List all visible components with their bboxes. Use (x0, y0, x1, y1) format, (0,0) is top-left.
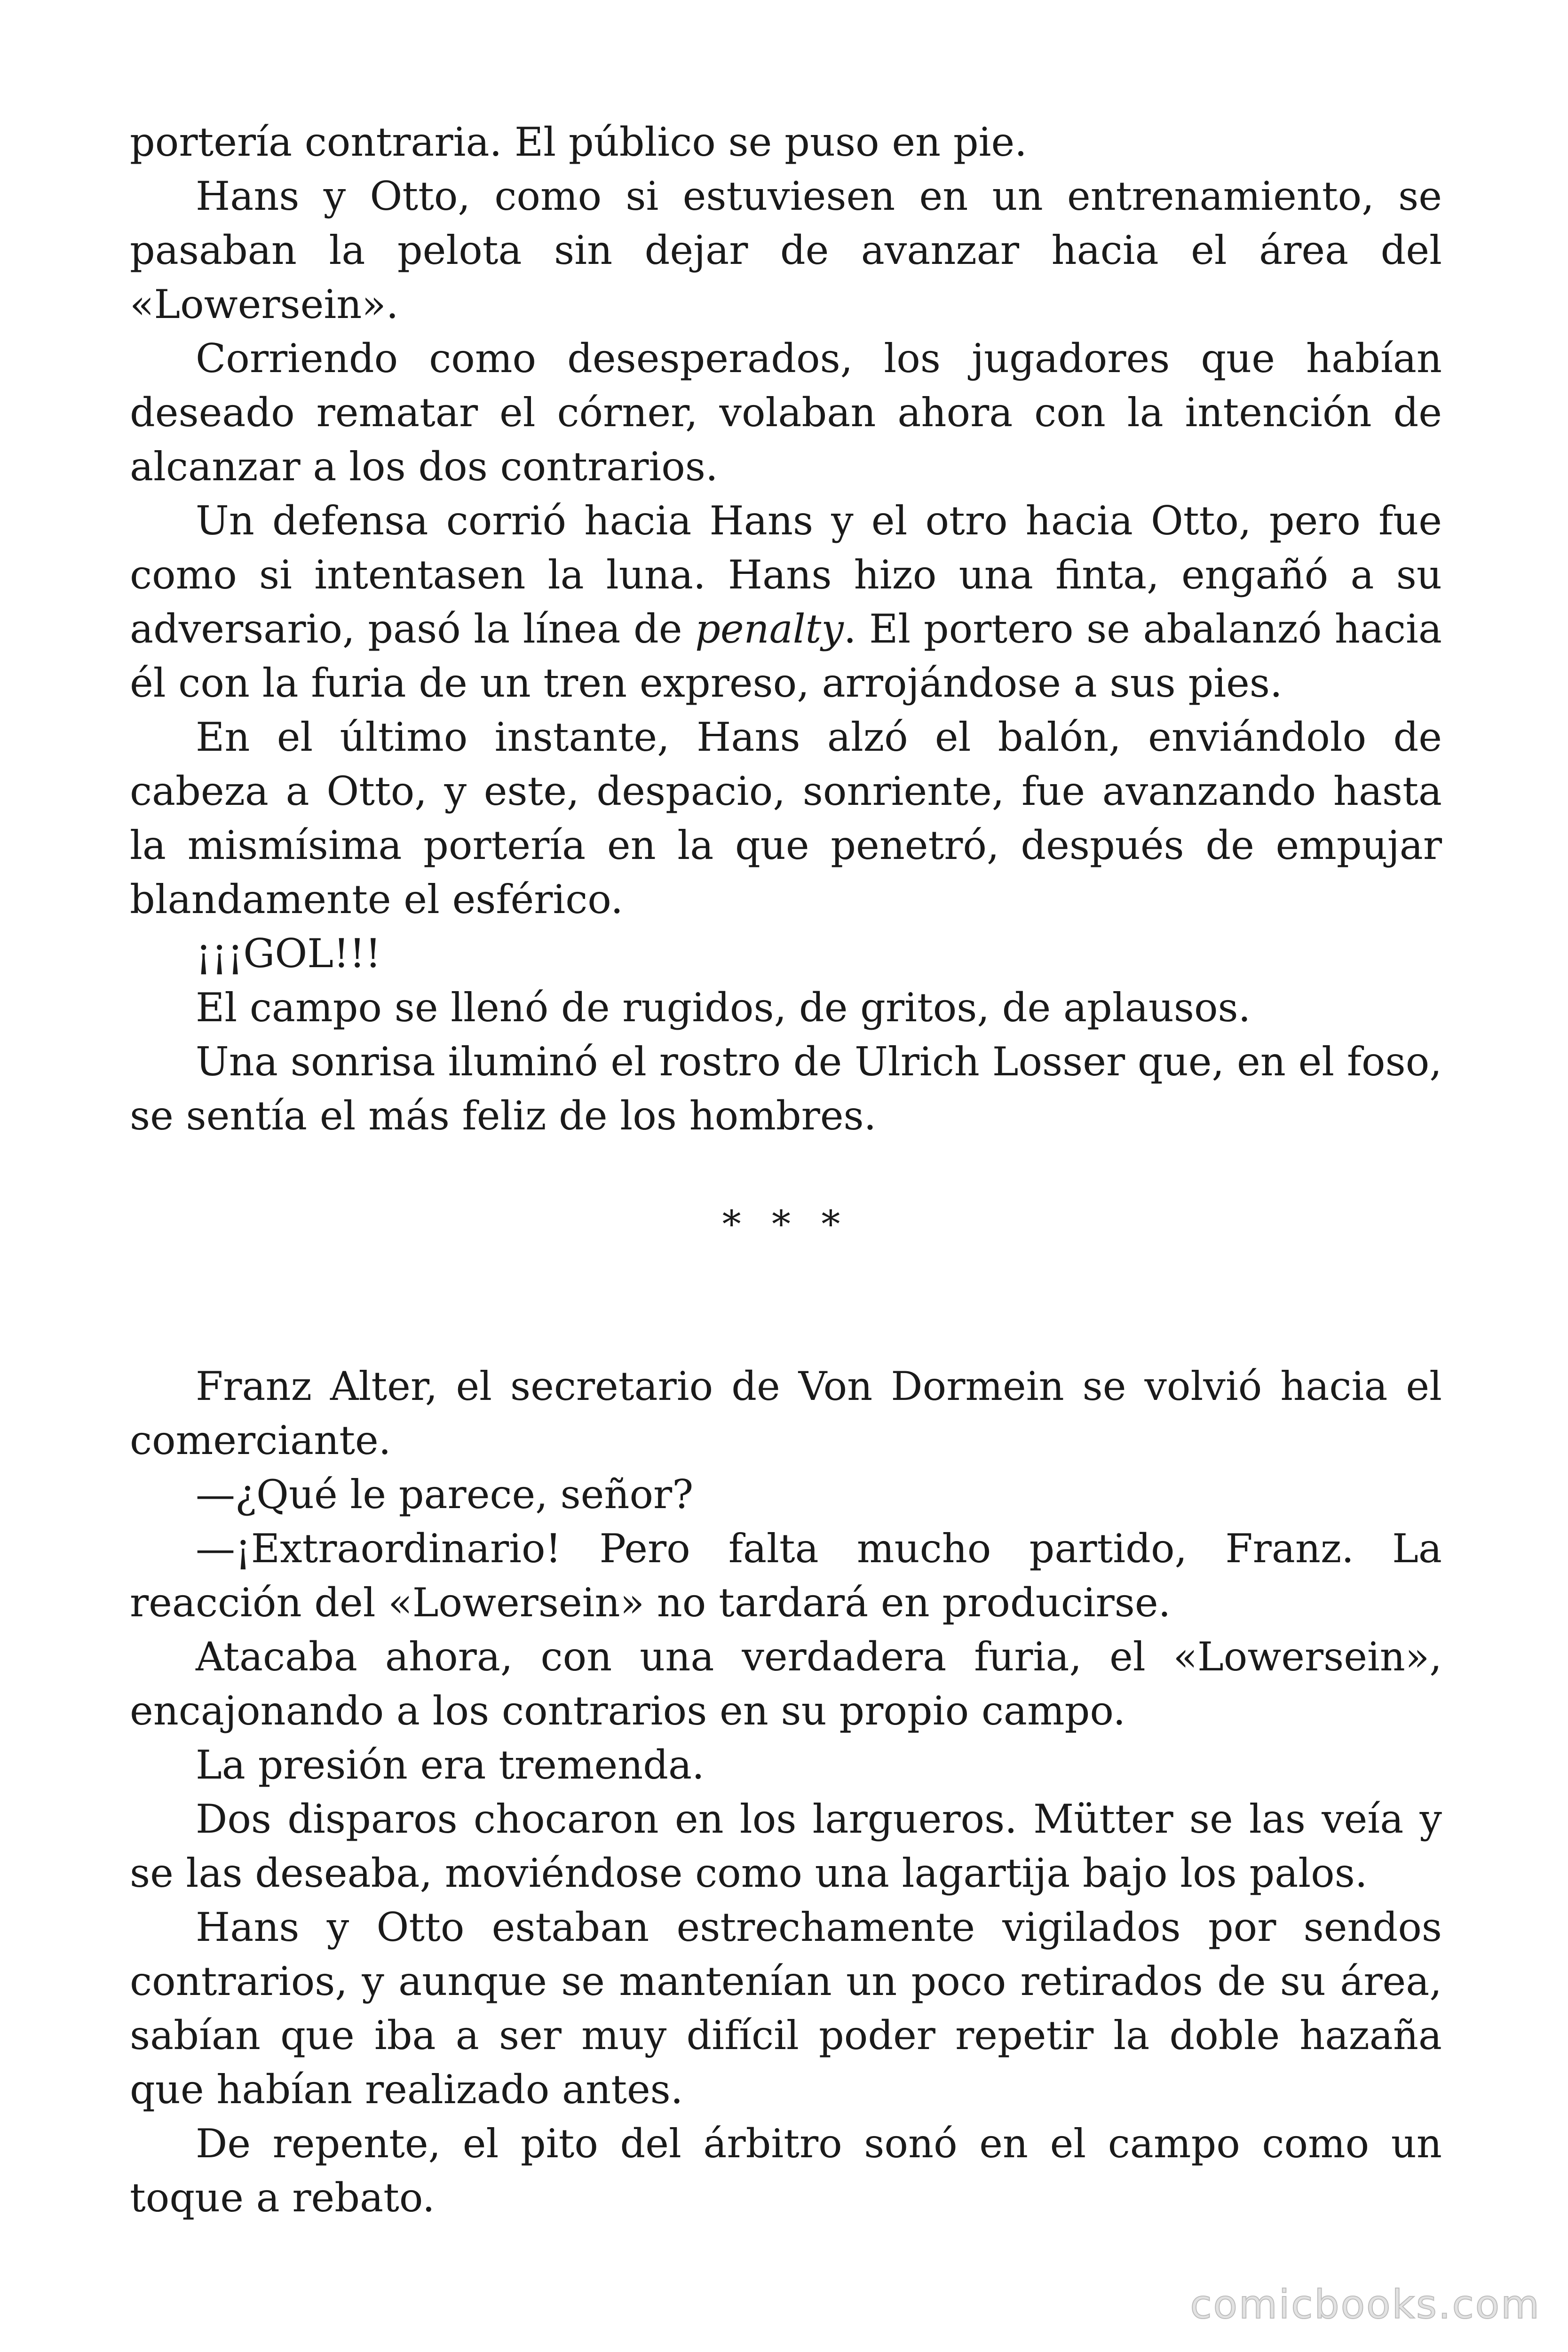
paragraph-text: . El portero se abalanzó hacia él con la furia de un tren expreso, arrojándose a sus pies. (130, 606, 1442, 706)
paragraph: —¿Qué le parece, señor? (196, 1471, 694, 1518)
paragraph: —¡Extraordinario! Pero falta mucho partido, Franz. La reacción del «Lowersein» no tardará en producirse. (130, 1526, 1442, 1626)
paragraph: En el último instante, Hans alzó el balón, enviándolo de cabeza a Otto, y este, despacio, sonriente, fue avanzando hasta la mismísima portería en la que penetró, después de empujar blandamente el esférico. (130, 714, 1442, 922)
paragraph: Corriendo como desesperados, los jugadores que habían deseado rematar el córner, volaban ahora con la intención de alcanzar a los dos contrarios. (130, 335, 1442, 490)
watermark: comicbooks.com (1190, 2281, 1541, 2328)
paragraph: El campo se llenó de rugidos, de gritos, de aplausos. (196, 985, 1251, 1031)
paragraph-text: Un defensa corrió hacia Hans y el otro hacia Otto, pero fue como si intentasen la luna. Hans hizo una finta, engañó a su adversario, pasó la línea de (130, 498, 1442, 652)
paragraph: Franz Alter, el secretario de Von Dormein se volvió hacia el comerciante. (130, 1363, 1442, 1463)
paragraph: Atacaba ahora, con una verdadera furia, el «Lowersein», encajonando a los contrarios en su propio campo. (130, 1634, 1442, 1734)
page-text (130, 115, 1442, 2225)
paragraph: Hans y Otto estaban estrechamente vigilados por sendos contrarios, y aunque se mantenían un poco retirados de su área, sabían que iba a ser muy difícil poder repetir la doble hazaña que habían realizado antes. (130, 1904, 1442, 2113)
paragraph (130, 494, 1442, 710)
paragraph: Hans y Otto, como si estuviesen en un entrenamiento, se pasaban la pelota sin dejar de avanzar hacia el área del «Lowersein». (130, 173, 1442, 327)
paragraph: portería contraria. El público se puso en pie. (130, 119, 1027, 165)
paragraph: De repente, el pito del árbitro sonó en el campo como un toque a rebato. (130, 2121, 1442, 2221)
paragraph: Una sonrisa iluminó el rostro de Ulrich Losser que, en el foso, se sentía el más feliz de los hombres. (130, 1039, 1442, 1139)
paragraph: La presión era tremenda. (196, 1742, 705, 1788)
paragraph: Dos disparos chocaron en los largueros. Mütter se las veía y se las deseaba, moviéndose como una lagartija bajo los palos. (130, 1796, 1442, 1896)
emphasis-word: penalty (695, 606, 844, 652)
section-separator: * * * (722, 1202, 850, 1246)
paragraph: ¡¡¡GOL!!! (196, 930, 381, 977)
